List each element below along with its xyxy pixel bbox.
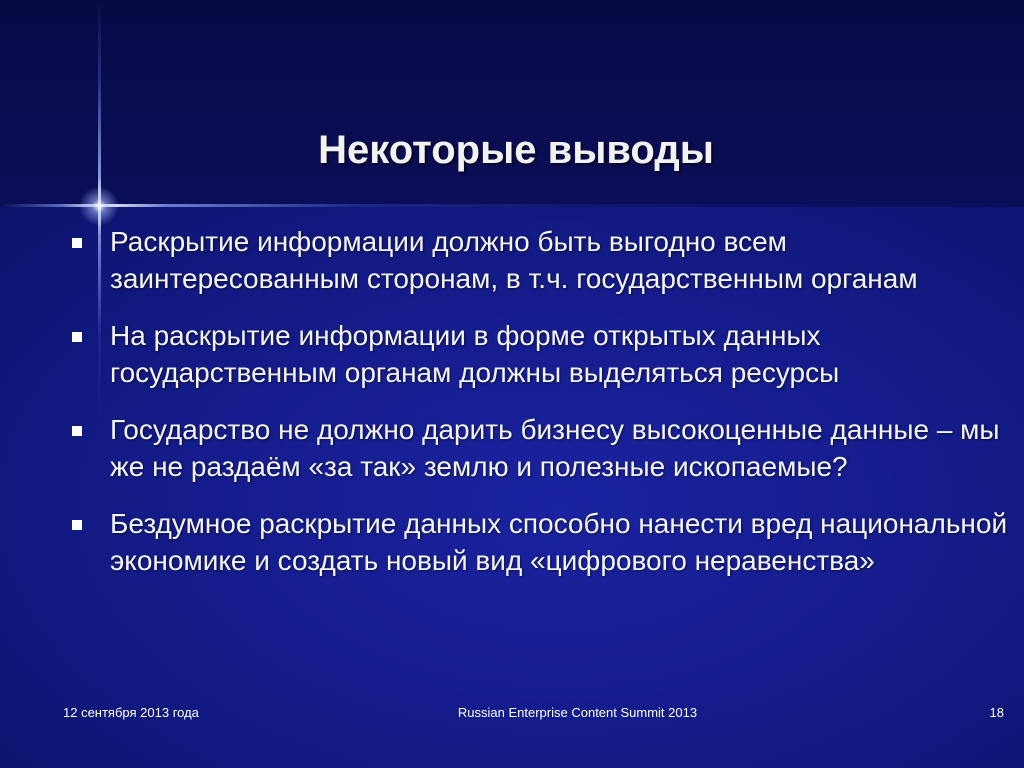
- bullet-item: [70, 317, 1015, 391]
- bullet-text: Раскрытие информации должно быть выгодно всем заинтересованным сторонам, в т.ч. государственным органам: [110, 226, 918, 294]
- bullet-item: [70, 411, 1015, 485]
- slide-title: Некоторые выводы: [318, 128, 714, 172]
- bullet-text: Государство не должно дарить бизнесу высокоценные данные – мы же не раздаём «за так» землю и полезные ископаемые?: [110, 414, 1000, 482]
- bullet-text: Бездумное раскрытие данных способно нанести вред национальной экономике и создать новый вид «цифрового неравенства»: [110, 508, 1008, 576]
- bullet-item: [70, 223, 1015, 297]
- bullet-text: На раскрытие информации в форме открытых данных государственным органам должны выделяться ресурсы: [110, 320, 840, 388]
- footer-date: 12 сентября 2013 года: [63, 705, 199, 720]
- light-flare-horizontal: [0, 204, 1024, 207]
- bullet-list: [70, 223, 1015, 599]
- light-flare-icon: [79, 186, 119, 226]
- footer-event: Russian Enterprise Content Summit 2013: [457, 705, 698, 720]
- slide-background-top: [0, 0, 1024, 207]
- square-bullet-icon: [72, 238, 82, 248]
- square-bullet-icon: [72, 520, 82, 530]
- bullet-item: [70, 505, 1015, 579]
- square-bullet-icon: [72, 332, 82, 342]
- square-bullet-icon: [72, 426, 82, 436]
- page-number: 18: [989, 705, 1004, 720]
